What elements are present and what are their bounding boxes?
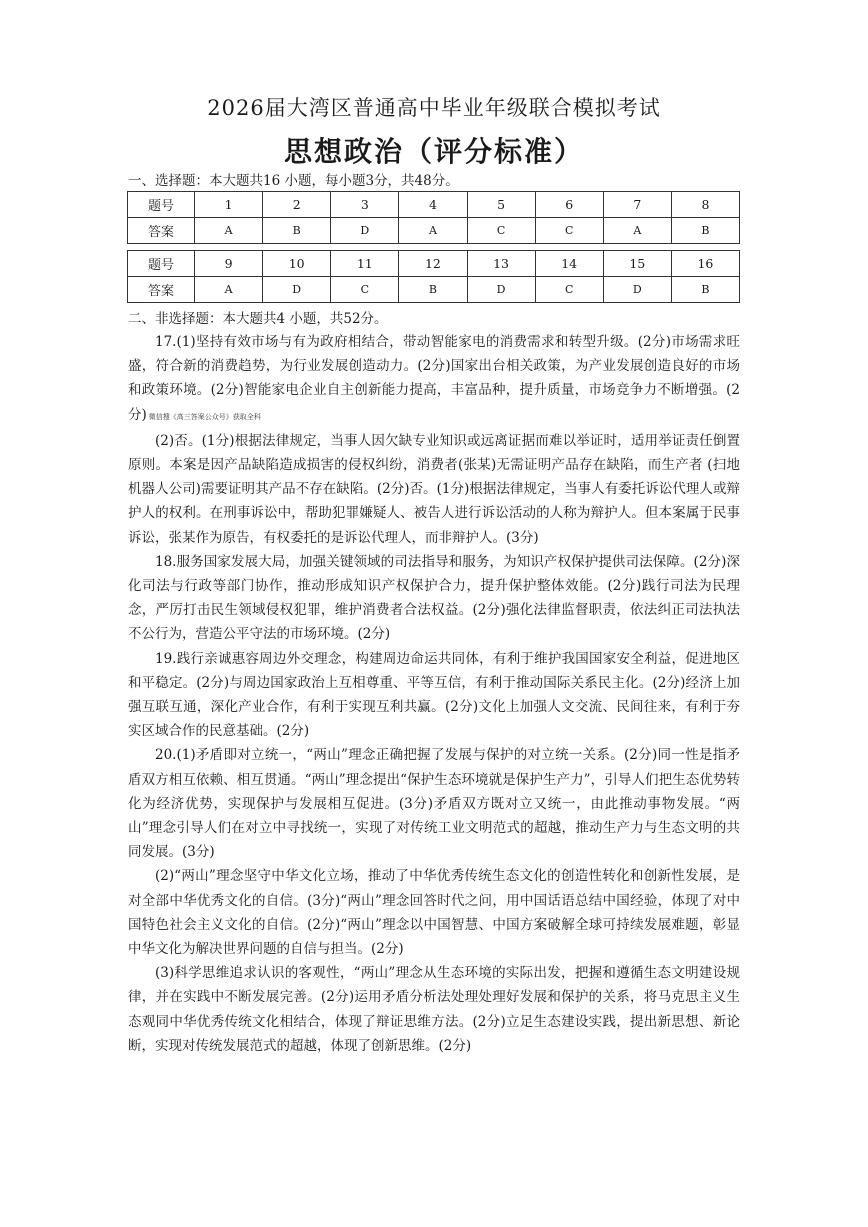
answer-choice: B — [399, 277, 467, 303]
watermark-note: 微信搜《高三答案公众号》获取全科 — [148, 412, 261, 421]
question-number: 9 — [195, 251, 263, 277]
table-row-answers — [128, 218, 740, 244]
exam-title: 2026届大湾区普通高中毕业年级联合模拟考试 — [207, 96, 661, 120]
answer-17-1 — [128, 330, 740, 429]
row-label-answer: 答案 — [128, 277, 195, 303]
question-number: 8 — [671, 192, 739, 218]
row-label-answer: 答案 — [128, 218, 195, 244]
question-number: 1 — [195, 192, 263, 218]
answer-choice: C — [535, 218, 603, 244]
question-number: 12 — [399, 251, 467, 277]
question-number: 14 — [535, 251, 603, 277]
question-number: 4 — [399, 192, 467, 218]
answer-17-1-text: 17.(1)坚持有效市场与有为政府相结合，带动智能家电的消费需求和转型升级。(2分)市场需求旺盛，符合新的消费趋势，为行业发展创造动力。(2分)国家出台相关政策，为产业发展创造良好的市场和政策环境。(2分)智能家电企业自主创新能力提高，丰富品种，提升质量，市场竞争力不断增强。(2分) — [128, 334, 740, 423]
question-number: 10 — [263, 251, 331, 277]
answer-17-2: (2)否。(1分)根据法律规定，当事人因欠缺专业知识或远离证据而难以举证时，适用举证责任倒置原则。本案是因产品缺陷造成损害的侵权纠纷，消费者(张某)无需证明产品存在缺陷，而生产者 (扫地机器人公司)需要证明其产品不存在缺陷。(2分)否。(1分)根据法律规定，当事人有委托诉讼代理人或辩护人的权利。在刑事诉讼中，帮助犯罪嫌疑人、被告人进行诉讼活动的人称为辩护人。但本案属于民事诉讼，张某作为原告，有权委托的是诉讼代理人，而非辩护人。(3分) — [128, 432, 740, 546]
section-2-heading: 二、非选择题：本大题共4 小题，共52分。 — [128, 311, 388, 327]
answer-choice: D — [263, 277, 331, 303]
table-row-questions — [128, 192, 740, 218]
question-number: 3 — [331, 192, 399, 218]
question-number: 5 — [467, 192, 535, 218]
answer-20-2: (2)“两山”理念坚守中华文化立场，推动了中华优秀传统生态文化的创造性转化和创新性发展，是对全部中华优秀文化的自信。(3分)“两山”理念回答时代之问，用中国话语总结中国经验，体现了对中国特色社会主义文化的自信。(2分)“两山”理念以中国智慧、中国方案破解全球可持续发展难题，彰显中华文化为解决世界问题的自信与担当。(2分) — [128, 868, 740, 958]
answer-choice: C — [535, 277, 603, 303]
answer-19: 19.践行亲诚惠容周边外交理念，构建周边命运共同体，有利于维护我国国家安全利益，促进地区和平稳定。(2分)与周边国家政治上互相尊重、平等互信，有利于推动国际关系民主化。(2分)经济上加强互联互通，深化产业合作，有利于实现互利共赢。(2分)文化上加强人文交流、民间往来，有利于夯实区域合作的民意基础。(2分) — [128, 650, 740, 740]
row-label-question: 题号 — [128, 251, 195, 277]
question-number: 11 — [331, 251, 399, 277]
answer-choice: D — [331, 218, 399, 244]
table-row-answers — [128, 277, 740, 303]
answer-choice: D — [467, 277, 535, 303]
question-number: 7 — [603, 192, 671, 218]
answer-table-1 — [127, 191, 740, 244]
answer-choice: A — [399, 218, 467, 244]
answer-choice: D — [603, 277, 671, 303]
question-number: 6 — [535, 192, 603, 218]
question-number: 16 — [671, 251, 739, 277]
section-1-heading: 一、选择题：本大题共16 小题，每小题3分，共48分。 — [128, 173, 459, 189]
answer-choice: C — [331, 277, 399, 303]
answer-table-2 — [127, 250, 740, 303]
subject-title: 思想政治（评分标准） — [283, 135, 584, 168]
answer-20-3: (3)科学思维追求认识的客观性，“两山”理念从生态环境的实际出发，把握和遵循生态文明建设规律，并在实践中不断发展完善。(2分)运用矛盾分析法处理处理好发展和保护的关系，将马克思主义生态观同中华优秀传统文化相结合，体现了辩证思维方法。(2分)立足生态建设实践，提出新思想、新论断，实现对传统发展范式的超越，体现了创新思维。(2分) — [128, 965, 740, 1054]
table-row-questions — [128, 251, 740, 277]
answer-choice: A — [603, 218, 671, 244]
answer-choice: B — [671, 277, 739, 303]
answer-body — [128, 330, 740, 1058]
answer-choice: C — [467, 218, 535, 244]
answer-18: 18.服务国家发展大局，加强关键领域的司法指导和服务，为知识产权保护提供司法保障。(2分)深化司法与行政等部门协作，推动形成知识产权保护合力，提升保护整体效能。(2分)践行司法为民理念，严厉打击民生领域侵权犯罪，维护消费者合法权益。(2分)强化法律监督职责，依法纠正司法执法不公行为，营造公平守法的市场环境。(2分) — [128, 553, 740, 643]
answer-20-1: 20.(1)矛盾即对立统一，“两山”理念正确把握了发展与保护的对立统一关系。(2分)同一性是指矛盾双方相互依赖、相互贯通。“两山”理念提出“保护生态环境就是保护生产力”，引导人们把生态优势转化为经济优势，实现保护与发展相互促进。(3分)矛盾双方既对立又统一，由此推动事物发展。“两山”理念引导人们在对立中寻找统一，实现了对传统工业文明范式的超越，推动生产力与生态文明的共同发展。(3分) — [128, 747, 740, 861]
answer-choice: A — [195, 218, 263, 244]
answer-choice: A — [195, 277, 263, 303]
question-number: 13 — [467, 251, 535, 277]
row-label-question: 题号 — [128, 192, 195, 218]
answer-choice: B — [263, 218, 331, 244]
question-number: 15 — [603, 251, 671, 277]
answer-choice: B — [671, 218, 739, 244]
question-number: 2 — [263, 192, 331, 218]
